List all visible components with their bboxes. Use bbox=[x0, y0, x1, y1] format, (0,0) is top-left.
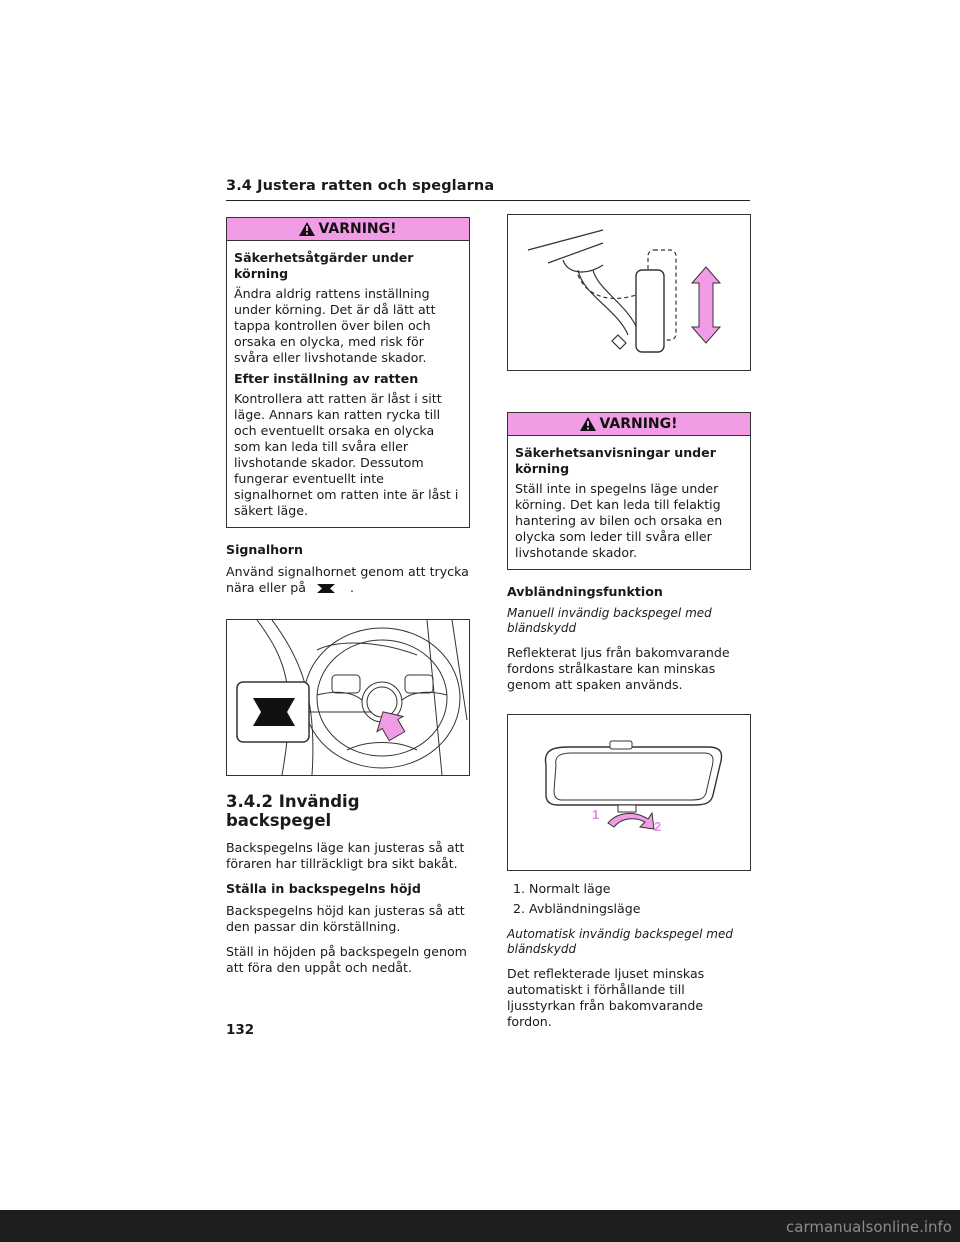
horn-icon bbox=[316, 583, 336, 594]
warning-text: Ändra aldrig rattens inställning under körning. Det är då lätt att tappa kontrollen över bilen och orsaka en olycka, med risk för svåra eller livshotande skador. bbox=[234, 286, 436, 365]
warning-icon bbox=[299, 222, 315, 236]
mirror-antiglare-drawing bbox=[508, 715, 750, 870]
warning-box bbox=[507, 412, 751, 570]
mirror-antiglare-illustration bbox=[507, 714, 751, 871]
right-column bbox=[507, 214, 751, 1039]
warning-icon bbox=[580, 417, 596, 431]
mode-list bbox=[507, 879, 751, 919]
mirror-label-2: 2 bbox=[654, 819, 662, 834]
warning-header bbox=[227, 218, 469, 241]
section-header bbox=[226, 178, 750, 201]
auto-mirror-text: Det reflekterade ljuset minskas automatiskt i förhållande till ljusstyrkan från bakomvarande fordon. bbox=[507, 966, 705, 1029]
warning-box bbox=[226, 217, 470, 528]
page-number: 132 bbox=[226, 1022, 255, 1038]
footer-watermark[interactable]: carmanualsonline.info bbox=[786, 1218, 952, 1236]
section-title: 3.4.2 Invändig backspegel bbox=[226, 792, 360, 830]
antiglare-heading: Avbländningsfunktion bbox=[507, 584, 663, 599]
warning-text: Kontrollera att ratten är låst i sitt läge. Annars kan ratten rycka till och eventuellt orsaka en olycka som kan leda till svåra eller livshotande skador. Dessutom fungerar eventuellt inte signalhornet om ratten inte är låst i säkert läge. bbox=[234, 391, 459, 518]
warning-subheading: Säkerhetsanvisningar under körning bbox=[515, 445, 716, 476]
auto-mirror-subheading: Automatisk invändig backspegel med bländskydd bbox=[507, 927, 733, 956]
signalhorn-text: Använd signalhornet genom att trycka nära eller på . bbox=[226, 564, 469, 595]
mirror-height-drawing bbox=[508, 215, 750, 370]
warning-header bbox=[508, 413, 750, 436]
warning-text: Ställ inte in spegelns läge under körning. Det kan leda till felaktig hantering av bilen och orsaka en olycka som leder till svåra eller livshotande skador. bbox=[515, 481, 723, 560]
warning-title: VARNING! bbox=[599, 416, 678, 432]
mirror-height-illustration bbox=[507, 214, 751, 371]
steering-wheel-illustration bbox=[226, 619, 470, 776]
mirror-label-1: 1 bbox=[592, 807, 600, 822]
manual-mirror-subheading: Manuell invändig backspegel med bländskydd bbox=[507, 606, 712, 635]
list-item: 1. Normalt läge bbox=[513, 881, 611, 896]
height-heading: Ställa in backspegelns höjd bbox=[226, 881, 421, 896]
footer-bar bbox=[0, 1210, 960, 1242]
steering-wheel-drawing bbox=[227, 620, 469, 775]
warning-subheading: Säkerhetsåtgärder under körning bbox=[234, 250, 414, 281]
left-column bbox=[226, 217, 470, 985]
section-header-text: 3.4 Justera ratten och speglarna bbox=[226, 178, 495, 194]
signalhorn-heading: Signalhorn bbox=[226, 542, 303, 557]
height-text-1: Backspegelns höjd kan justeras så att den passar din körställning. bbox=[226, 903, 465, 934]
height-text-2: Ställ in höjden på backspegeln genom att föra den uppåt och nedåt. bbox=[226, 944, 467, 975]
warning-title: VARNING! bbox=[318, 221, 397, 237]
manual-mirror-text: Reflekterat ljus från bakomvarande fordons strålkastare kan minskas genom att spaken används. bbox=[507, 645, 730, 692]
section-intro: Backspegelns läge kan justeras så att föraren har tillräckligt bra sikt bakåt. bbox=[226, 840, 465, 871]
warning-subheading: Efter inställning av ratten bbox=[234, 371, 419, 386]
list-item: 2. Avbländningsläge bbox=[513, 901, 641, 916]
